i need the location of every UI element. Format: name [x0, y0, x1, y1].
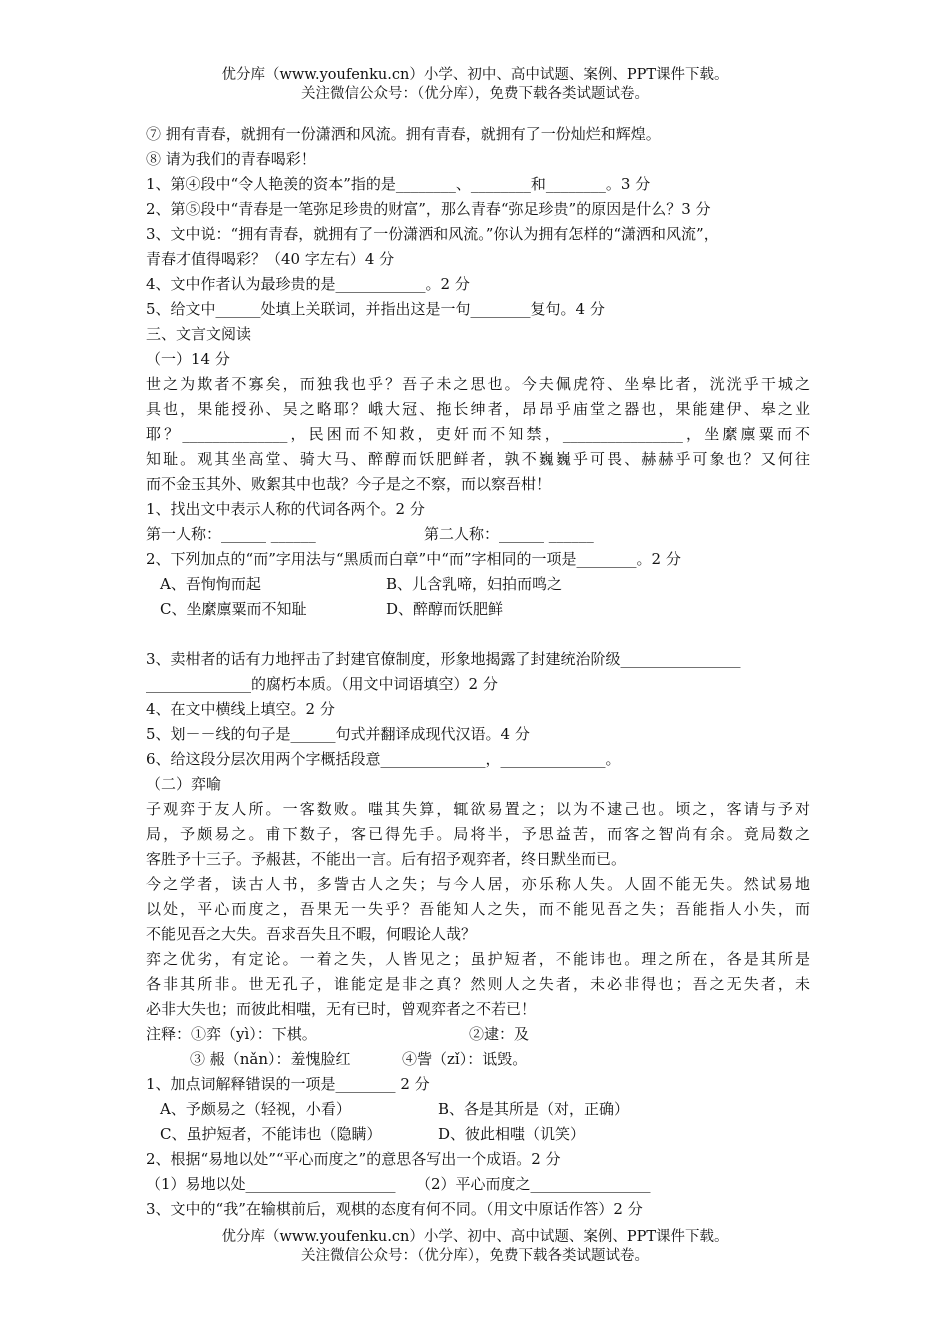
option-c: C、坐縻廪粟而不知耻 [160, 600, 307, 618]
passage-2-line: 局，予颇易之。甫下数子，客已得先手。局将半，予思益苦，而客之智尚有余。竟局数之 [146, 825, 810, 843]
options-row [146, 1122, 810, 1147]
options-row [146, 597, 810, 622]
part-2-question-1: 1、加点词解释错误的一项是________ 2 分 [146, 1075, 430, 1093]
passage-2-line: 必非大失也；而彼此相嗤，无有已时，曾观弈者之不若已！ [146, 1000, 537, 1018]
note-1: ①弈（yì）：下棋。 [191, 1025, 317, 1043]
part-1-question-6: 6、给这段分层次用两个字概括段意______________，______________。 [146, 750, 621, 768]
part-2-question-3: 3、文中的“我”在输棋前后，观棋的态度有何不同。（用文中原话作答）2 分 [146, 1200, 643, 1218]
option-d: D、醉醇而饫肥鲜 [386, 600, 504, 618]
option-a: A、予颇易之（轻视，小看） [160, 1100, 351, 1118]
option-b: B、各是其所是（对，正确） [438, 1100, 630, 1118]
blank-1: （1）易地以处____________________ [146, 1175, 396, 1193]
footer-line-1: 优分库（www.youfenku.cn）小学、初中、高中试题、案例、PPT课件下载。 [221, 1229, 729, 1245]
question-3-line-2: 青春才值得喝彩？（40 字左右）4 分 [146, 250, 395, 268]
part-2-label: （二）弈喻 [146, 775, 222, 793]
passage-2-line: 各非其所非。世无孔子，谁能定是非之真？然则人之失者，未必非得也；吾之无失者，未 [146, 975, 810, 993]
part-1-label: （一）14 分 [146, 350, 230, 368]
first-person-blank: 第一人称：______ ______ [146, 525, 316, 543]
blank-2: （2）平心而度之________________ [416, 1175, 651, 1193]
spacer [146, 622, 810, 647]
part-1-question-1-answers [146, 522, 810, 547]
passage-2-line: 以处，平心而度之，吾果无一失乎？吾能知人之失，而不能见吾之失；吾能指人小失，而 [146, 900, 810, 918]
passage-1-line: 耶？______________，民困而不知救，吏奸而不知禁，________________，坐縻廪粟而不 [146, 425, 810, 443]
page-header [0, 66, 950, 104]
notes-label: 注释： [146, 1025, 192, 1043]
option-c: C、虽护短者，不能讳也（隐瞒） [160, 1125, 382, 1143]
part-1-question-3-line-1: 3、卖柑者的话有力地抨击了封建官僚制度，形象地揭露了封建统治阶级________________ [146, 650, 741, 668]
notes-row-1 [146, 1022, 810, 1047]
question-2: 2、第⑤段中“青春是一笔弥足珍贵的财富”，那么青春“弥足珍贵”的原因是什么？3 分 [146, 200, 711, 218]
part-1-question-3-line-2: ______________的腐朽本质。（用文中词语填空）2 分 [146, 675, 498, 693]
question-5: 5、给文中______处填上关联词，并指出这是一句________复句。4 分 [146, 300, 605, 318]
question-1: 1、第④段中“令人艳羡的资本”指的是________、________和________。3 分 [146, 175, 651, 193]
page-footer [0, 1228, 950, 1266]
second-person-blank: 第二人称：______ ______ [424, 525, 594, 543]
option-d: D、彼此相嗤（讥笑） [438, 1125, 586, 1143]
paragraph-8: ⑧ 请为我们的青春喝彩！ [146, 150, 316, 168]
passage-2-line: 弈之优劣，有定论。一着之失，人皆见之；虽护短者，不能讳也。理之所在，各是其所是 [146, 950, 810, 968]
passage-1-last-line: 而不金玉其外、败絮其中也哉？今子是之不察，而以察吾柑！ [146, 475, 552, 493]
passage-1-line: 知耻。观其坐高堂、骑大马、醉醇而饫肥鲜者，孰不巍巍乎可畏、赫赫乎可象也？又何往 [146, 450, 810, 468]
options-row [146, 572, 810, 597]
paragraph-7: ⑦ 拥有青春，就拥有一份潇洒和风流。拥有青春，就拥有了一份灿烂和辉煌。 [146, 125, 661, 143]
part-1-question-4: 4、在文中横线上填空。2 分 [146, 700, 335, 718]
passage-2-line: 不能见吾之大失。吾求吾失且不暇，何暇论人哉？ [146, 925, 477, 943]
part-1-question-2: 2、下列加点的“而”字用法与“黑质而白章”中“而”字相同的一项是________。2 分 [146, 550, 681, 568]
option-a: A、吾恂恂而起 [160, 575, 261, 593]
question-4: 4、文中作者认为最珍贵的是____________。2 分 [146, 275, 470, 293]
part-1-question-1: 1、找出文中表示人称的代词各两个。2 分 [146, 500, 425, 518]
note-2: ②逮：及 [469, 1025, 530, 1043]
passage-2-line: 今之学者，读古人书，多訾古人之失；与今人居，亦乐称人失。人固不能无失。然试易地 [146, 875, 810, 893]
passage-2-line: 子观弈于友人所。一客数败。嗤其失算，辄欲易置之；以为不逮己也。顷之，客请与予对 [146, 800, 810, 818]
part-1-question-5: 5、划－－线的句子是______句式并翻译成现代汉语。4 分 [146, 725, 530, 743]
note-4: ④訾（zǐ）：诋毁。 [402, 1050, 528, 1068]
note-3: ③ 赧（nǎn）：羞愧脸红 [190, 1050, 351, 1068]
question-3-line-1: 3、文中说：“拥有青春，就拥有了一份潇洒和风流。”你认为拥有怎样的“潇洒和风流”， [146, 225, 719, 243]
footer-line-2: 关注微信公众号：（优分库），免费下载各类试题试卷。 [301, 1248, 649, 1264]
section-title: 三、文言文阅读 [146, 325, 252, 343]
document-body [146, 122, 810, 1222]
part-2-question-2-blanks [146, 1172, 810, 1197]
option-b: B、儿含乳啼，妇拍而鸣之 [386, 575, 563, 593]
notes-row-2 [146, 1047, 810, 1072]
header-line-2: 关注微信公众号：（优分库），免费下载各类试题试卷。 [301, 86, 649, 102]
passage-1-line: 世之为欺者不寡矣，而独我也乎？吾子未之思也。今夫佩虎符、坐皋比者，洸洸乎干城之 [146, 375, 810, 393]
part-2-question-2: 2、根据“易地以处”“平心而度之”的意思各写出一个成语。2 分 [146, 1150, 561, 1168]
passage-1-line: 具也，果能授孙、吴之略耶？峨大冠、拖长绅者，昂昂乎庙堂之器也，果能建伊、皋之业 [146, 400, 810, 418]
options-row [146, 1097, 810, 1122]
passage-2-line: 客胜予十三子。予赧甚，不能出一言。后有招予观弈者，终日默坐而已。 [146, 850, 627, 868]
header-line-1: 优分库（www.youfenku.cn）小学、初中、高中试题、案例、PPT课件下载。 [221, 67, 729, 83]
